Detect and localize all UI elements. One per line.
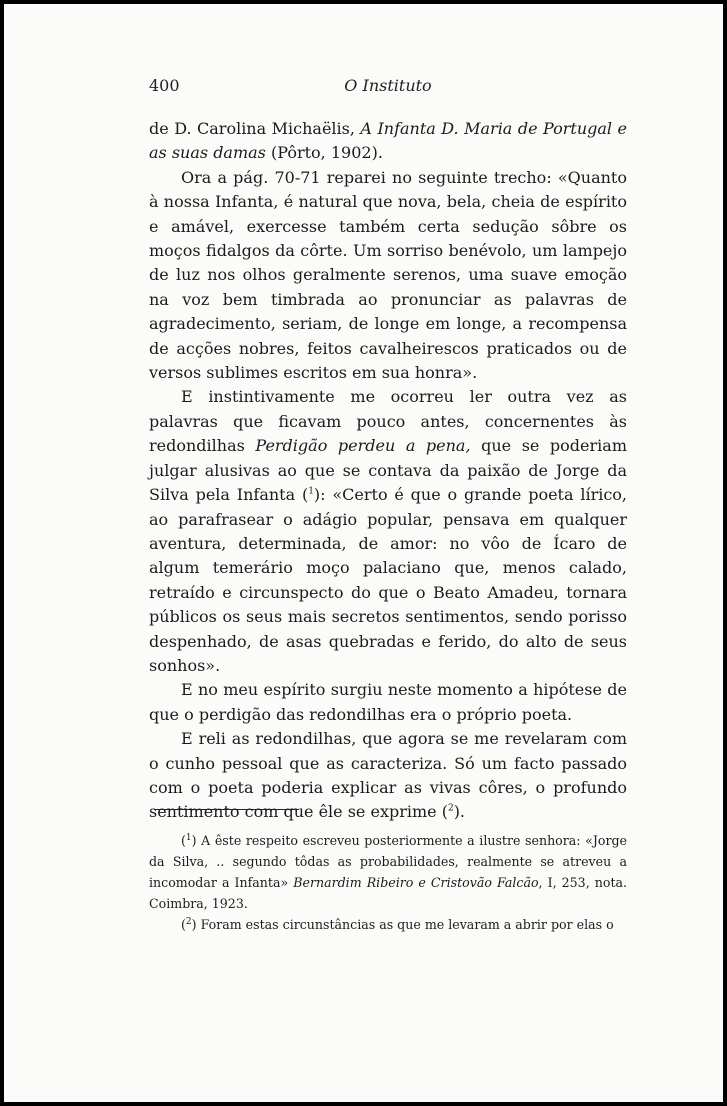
paragraph-1-text-b: (Pôrto, 1902). [265, 143, 383, 163]
footnote-2-mark: 2 [185, 916, 192, 927]
page-number: 400 [149, 76, 180, 95]
footnote-2-text: Foram estas circunstâncias as que me levaram a abrir por elas o [196, 917, 614, 932]
paragraph-3-poem-title: Perdigão perdeu a pena, [255, 436, 471, 456]
body-text [149, 117, 627, 825]
footnote-1-mark: 1 [185, 832, 192, 843]
paragraph-1 [149, 117, 627, 166]
paragraph-1-book-title: A Infanta D. Maria de Portugal e as suas damas [149, 119, 627, 163]
paragraph-5-text-b: ). [453, 802, 466, 822]
paragraph-2: Ora a pág. 70-71 reparei no seguinte trecho: «Quanto à nossa Infanta, é natural que nova, bela, cheia de espírito e amável, exercesse também certa sedução sôbre os moços fidalgos da côrte. Um sorriso benévolo, um lampejo de luz nos olhos geralmente serenos, uma suave emoção na voz bem timbrada ao pronunciar as palavras de agradecimento, seriam, de longe em longe, a recompensa de acções nobres, feitos cavalheirescos praticados ou de versos sublimes escritos em sua honra». [149, 167, 627, 383]
footnote-ref-2[interactable]: 2 [447, 804, 454, 815]
paragraph-3 [149, 385, 627, 678]
footnote-1-text-b: , I, 253, nota. Coimbra, 1923. [149, 875, 628, 911]
paragraph-5-text-a: E reli as redondilhas, que agora se me revelaram com o cunho pessoal que as caracteriza. Só um facto passado com o poeta poderia explicar as vivas côres, o profundo sentimento com que êle se exprime ( [149, 729, 627, 822]
paragraph-3-text-a: E instintivamente me ocorreu ler outra vez as palavras que ficavam pouco antes, concernentes às redondilhas [149, 387, 627, 456]
footnote-1-text-a: A êste respeito escreveu posteriormente a ilustre senhora: «Jorge da Silva, .. segundo tôdas as probabilidades, realmente se atreveu a incomodar a Infanta» [149, 833, 627, 890]
paragraph-4: E no meu espírito surgiu neste momento a hipótese de que o perdigão das redondilhas era o próprio poeta. [149, 680, 627, 724]
page-header [149, 76, 627, 102]
paragraph-3-text-b: que se poderiam julgar alusivas ao que se contava da paixão de Jorge da Silva pela Infanta ( [149, 436, 627, 505]
paragraph-1-text-a: de D. Carolina Michaëlis, [149, 119, 361, 138]
footnote-2: ($^2$) Foram estas circunstâncias as que me levaram a abrir por elas o [181, 916, 614, 932]
footnote-ref-1[interactable]: 1 [308, 486, 314, 497]
paragraph-3-text-c: ): «Certo é que o grande poeta lírico, ao parafrasear o adágio popular, pensava em qualquer aventura, determinada, de amor: no vôo de Ícaro de algum temerário moço palaciano que, menos calado, retraído e circunspecto do que o Beato Amadeu, tornara públicos os seus mais secretos sentimentos, sendo porisso despenhado, de asas quebradas e ferido, do alto de seus sonhos». [149, 485, 628, 675]
footnotes [149, 830, 627, 935]
page [4, 4, 723, 1102]
footnote-1-book-title: Bernardim Ribeiro e Cristovão Falcão [293, 875, 539, 890]
footnote-divider [154, 809, 299, 810]
paragraph-5 [149, 727, 627, 825]
running-title: O Instituto [344, 76, 432, 95]
footnote-1: ($^1$) A êste respeito escreveu posteriormente a ilustre senhora: «Jorge da Silva, .. segundo tôdas as probabilidades, realmente se atreveu a incomodar a Infanta» Bernardim Ribeiro e Cristovão Falcão, I, 253, nota. Coimbra, 1923. [149, 832, 628, 911]
